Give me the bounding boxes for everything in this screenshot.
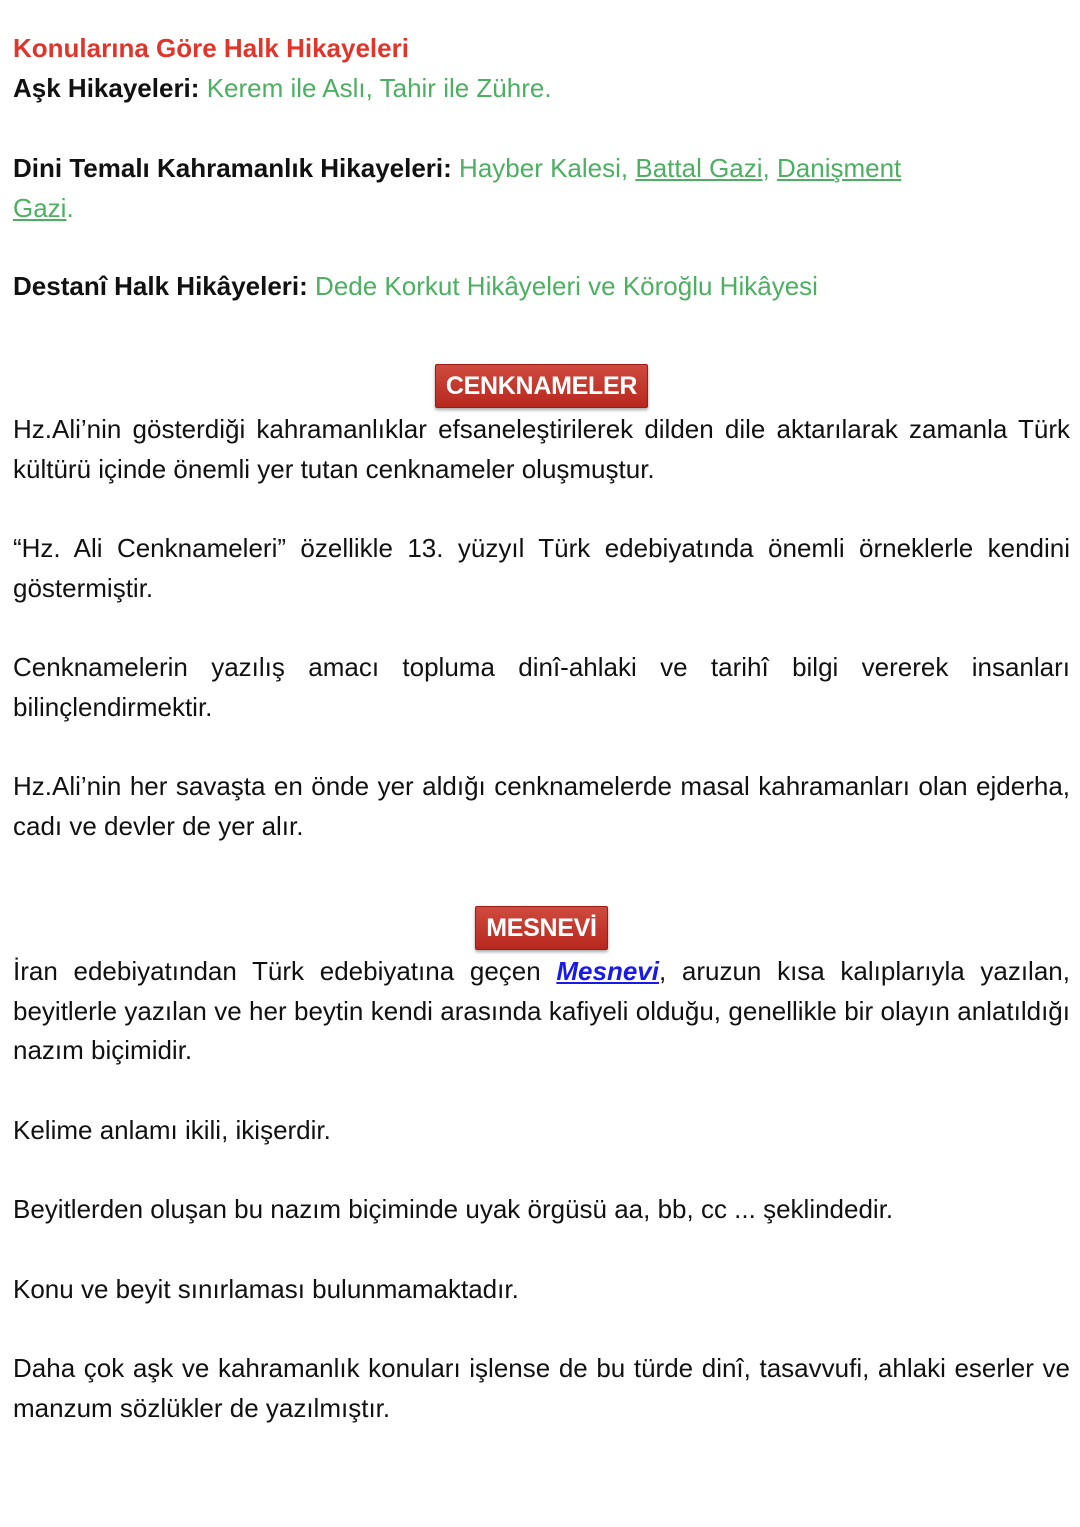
- period: .: [66, 193, 74, 223]
- page-title: Konularına Göre Halk Hikayeleri: [13, 33, 409, 63]
- paragraph: Hz.Ali’nin gösterdiği kahramanlıklar efsaneleştirilerek dilden dile aktarılarak zamanla Türk kültürü içinde önemli yer tutan cenknameler oluşmuştur.: [13, 414, 1070, 484]
- mesnevi-link[interactable]: Mesnevi: [556, 956, 659, 986]
- intro-text: , aruzun kısa kalıplarıyla yazılan, beyitlerle yazılan ve her beytin kendi arasında kafiyeli olduğu, genellikle bir olayın anlatıldığı nazım biçimidir.: [13, 956, 1070, 1065]
- paragraph: Konu ve beyit sınırlaması bulunmamaktadır.: [13, 1273, 519, 1304]
- intro-text: İran edebiyatından Türk edebiyatına geçen: [13, 956, 557, 986]
- paragraph: Beyitlerden oluşan bu nazım biçiminde uyak örgüsü aa, bb, cc ... şeklindedir.: [13, 1194, 894, 1224]
- category-examples: Kerem ile Aslı, Tahir ile Zühre.: [206, 73, 552, 103]
- paragraph: Hz.Ali’nin her savaşta en önde yer aldığı cenknamelerde masal kahramanları olan ejderha, cadı ve devler de yer alır.: [13, 771, 1070, 841]
- mesnevi-section-header: [13, 912, 1070, 952]
- category-epic: [13, 266, 1070, 306]
- separator: ,: [762, 153, 770, 183]
- paragraph: “Hz. Ali Cenknameleri” özellikle 13. yüzyıl Türk edebiyatında önemli örneklerle kendini göstermiştir.: [13, 533, 1070, 603]
- cenknameler-badge: CENKNAMELER: [435, 364, 648, 408]
- link-text: Danişment: [777, 153, 902, 183]
- battal-gazi-link[interactable]: Battal Gazi: [635, 153, 763, 183]
- category-label: Aşk Hikayeleri:: [13, 73, 200, 103]
- paragraph: Daha çok aşk ve kahramanlık konuları işlense de bu türde dinî, tasavvufi, ahlaki eserler ve manzum sözlükler de yazılmıştır.: [13, 1353, 1070, 1423]
- document: [13, 28, 1070, 1428]
- paragraph: Cenknamelerin yazılış amacı topluma dinî-ahlaki ve tarihî bilgi vererek insanları bilinçlendirmektir.: [13, 652, 1070, 722]
- category-example: Hayber Kalesi,: [459, 153, 629, 183]
- category-examples: Dede Korkut Hikâyeleri ve Köroğlu Hikâyesi: [315, 271, 818, 301]
- category-religious-heroic: [13, 148, 1070, 228]
- paragraph: Kelime anlamı ikili, ikişerdir.: [13, 1114, 331, 1145]
- category-love: [13, 68, 1070, 108]
- category-label: Destanî Halk Hikâyeleri:: [13, 271, 308, 301]
- mesnevi-badge: MESNEVİ: [475, 906, 607, 950]
- category-label: Dini Temalı Kahramanlık Hikayeleri:: [13, 153, 452, 183]
- mesnevi-intro: [13, 952, 1070, 1071]
- cenknameler-section-header: [13, 370, 1070, 410]
- link-text: Gazi: [13, 193, 67, 223]
